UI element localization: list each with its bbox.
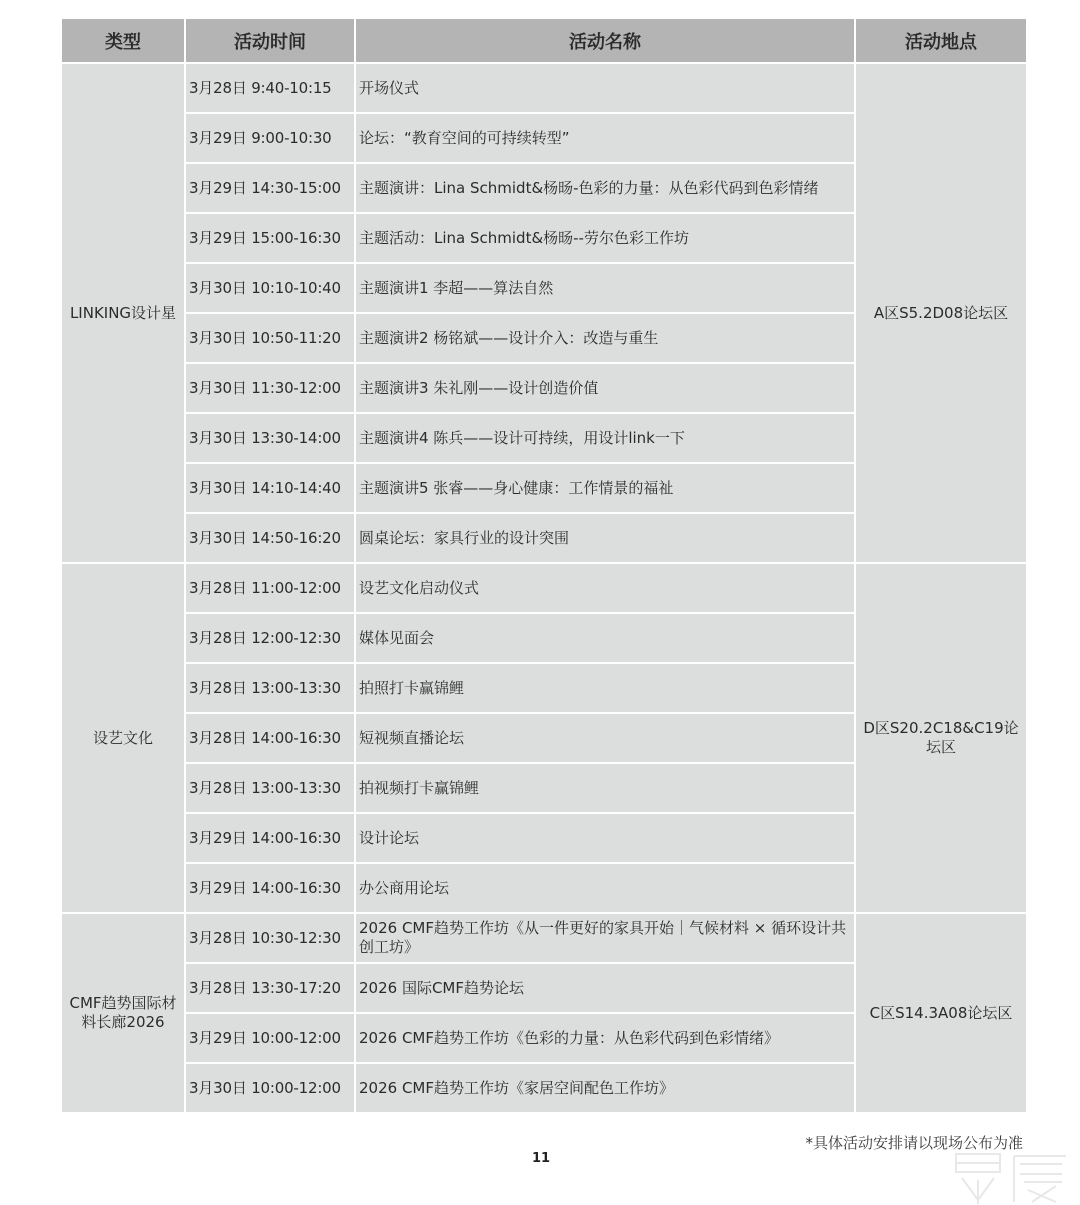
header-row [62, 19, 1026, 62]
time-cell: 3月29日 15:00-16:30 [186, 214, 354, 262]
activity-cell: 拍视频打卡赢锦鲤 [356, 764, 854, 812]
time-cell: 3月30日 14:10-14:40 [186, 464, 354, 512]
table-row [62, 64, 1026, 112]
time-cell: 3月29日 10:00-12:00 [186, 1014, 354, 1062]
time-cell: 3月29日 14:00-16:30 [186, 864, 354, 912]
activity-cell: 2026 CMF趋势工作坊《色彩的力量：从色彩代码到色彩情绪》 [356, 1014, 854, 1062]
time-cell: 3月28日 11:00-12:00 [186, 564, 354, 612]
activity-cell: 短视频直播论坛 [356, 714, 854, 762]
time-cell: 3月28日 13:30-17:20 [186, 964, 354, 1012]
category-cell: CMF趋势国际材料长廊2026 [62, 914, 184, 1112]
time-cell: 3月28日 13:00-13:30 [186, 764, 354, 812]
time-cell: 3月30日 13:30-14:00 [186, 414, 354, 462]
activity-cell: 设计论坛 [356, 814, 854, 862]
activity-cell: 开场仪式 [356, 64, 854, 112]
time-cell: 3月29日 14:00-16:30 [186, 814, 354, 862]
activity-cell: 2026 CMF趋势工作坊《从一件更好的家具开始｜气候材料 × 循环设计共创工坊》 [356, 914, 854, 962]
location-cell: A区S5.2D08论坛区 [856, 64, 1026, 562]
time-cell: 3月30日 10:10-10:40 [186, 264, 354, 312]
table-row [62, 914, 1026, 962]
time-cell: 3月28日 12:00-12:30 [186, 614, 354, 662]
page-number: 11 [532, 1151, 551, 1166]
time-cell: 3月30日 10:00-12:00 [186, 1064, 354, 1112]
activity-cell: 设艺文化启动仪式 [356, 564, 854, 612]
header-category: 类型 [62, 19, 184, 62]
activity-cell: 论坛：“教育空间的可持续转型” [356, 114, 854, 162]
activity-cell: 主题演讲1 李超——算法自然 [356, 264, 854, 312]
footnote: *具体活动安排请以现场公布为准 [805, 1134, 1023, 1152]
header-activity-name: 活动名称 [356, 19, 854, 62]
activity-cell: 圆桌论坛：家具行业的设计突围 [356, 514, 854, 562]
activity-cell: 主题演讲4 陈兵——设计可持续，用设计link一下 [356, 414, 854, 462]
activity-cell: 主题演讲5 张睿——身心健康：工作情景的福祉 [356, 464, 854, 512]
category-cell: LINKING设计星 [62, 64, 184, 562]
time-cell: 3月29日 9:00-10:30 [186, 114, 354, 162]
time-cell: 3月28日 14:00-16:30 [186, 714, 354, 762]
header-time: 活动时间 [186, 19, 354, 62]
time-cell: 3月28日 13:00-13:30 [186, 664, 354, 712]
watermark-logo-icon [952, 1150, 1072, 1205]
schedule-table [60, 17, 1028, 1114]
time-cell: 3月28日 9:40-10:15 [186, 64, 354, 112]
time-cell: 3月30日 10:50-11:20 [186, 314, 354, 362]
activity-cell: 2026 国际CMF趋势论坛 [356, 964, 854, 1012]
activity-cell: 拍照打卡赢锦鲤 [356, 664, 854, 712]
activity-cell: 主题演讲：Lina Schmidt&杨旸-色彩的力量：从色彩代码到色彩情绪 [356, 164, 854, 212]
activity-cell: 主题演讲3 朱礼刚——设计创造价值 [356, 364, 854, 412]
location-cell: C区S14.3A08论坛区 [856, 914, 1026, 1112]
time-cell: 3月28日 10:30-12:30 [186, 914, 354, 962]
table-row [62, 564, 1026, 612]
location-cell: D区S20.2C18&C19论坛区 [856, 564, 1026, 912]
activity-cell: 2026 CMF趋势工作坊《家居空间配色工作坊》 [356, 1064, 854, 1112]
category-cell: 设艺文化 [62, 564, 184, 912]
activity-cell: 主题演讲2 杨铭斌——设计介入：改造与重生 [356, 314, 854, 362]
activity-cell: 主题活动：Lina Schmidt&杨旸--劳尔色彩工作坊 [356, 214, 854, 262]
activity-cell: 办公商用论坛 [356, 864, 854, 912]
time-cell: 3月30日 14:50-16:20 [186, 514, 354, 562]
time-cell: 3月29日 14:30-15:00 [186, 164, 354, 212]
header-location: 活动地点 [856, 19, 1026, 62]
time-cell: 3月30日 11:30-12:00 [186, 364, 354, 412]
activity-cell: 媒体见面会 [356, 614, 854, 662]
